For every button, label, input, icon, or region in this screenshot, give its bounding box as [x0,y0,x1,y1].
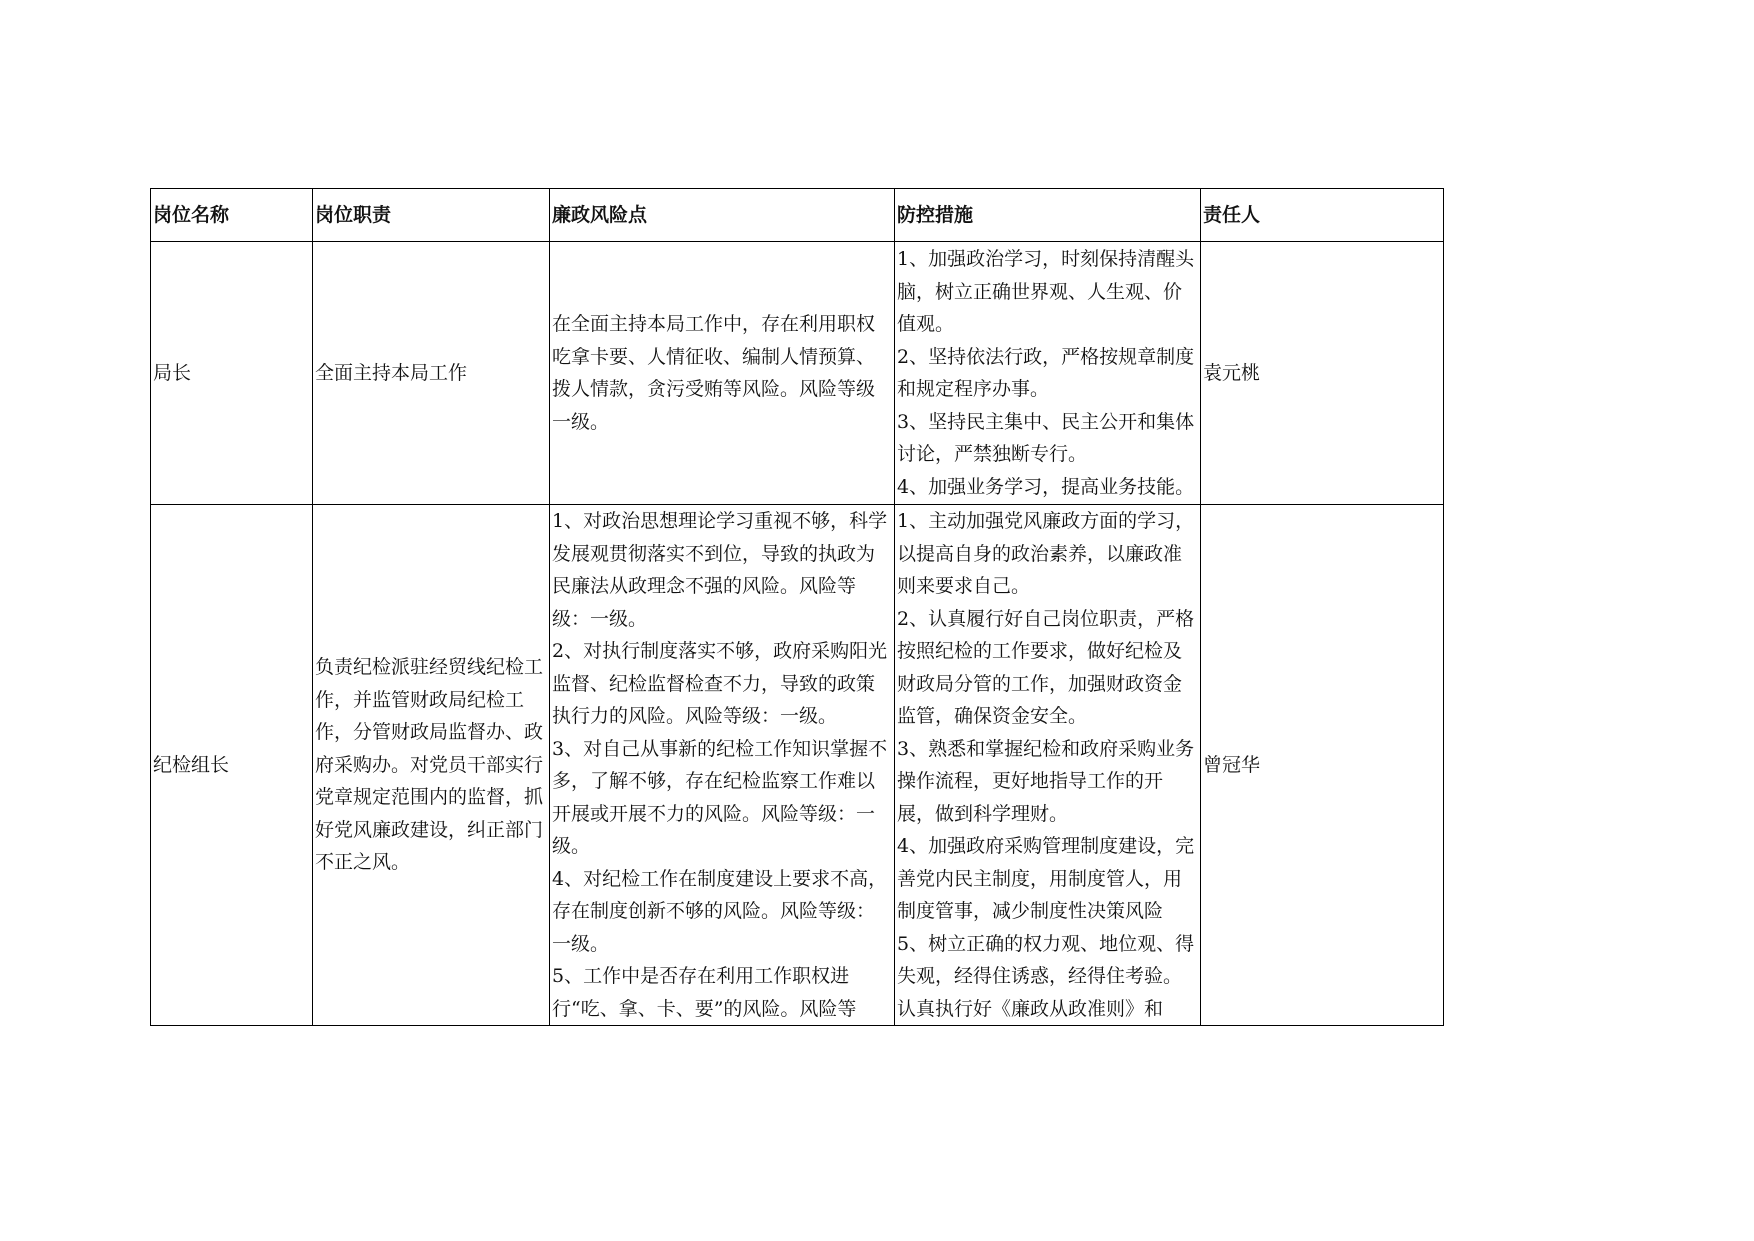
header-risk: 廉政风险点 [550,189,895,242]
risk-item: 1、对政治思想理论学习重视不够，科学发展观贯彻落实不到位，导致的执政为民廉法从政理念不强的风险。风险等级：一级。 [552,510,888,630]
measure-item: 5、树立正确的权力观、地位观、得失观，经得住诱惑，经得住考验。认真执行好《廉政从政准则》和 [897,932,1195,1020]
measure-item: 2、坚持依法行政，严格按规章制度和规定程序办事。 [897,345,1195,400]
header-position: 岗位名称 [151,189,313,242]
measure-item: 1、加强政治学习，时刻保持清醒头脑，树立正确世界观、人生观、价值观。 [897,248,1195,335]
duty-cell: 负责纪检派驻经贸线纪检工作，并监管财政局纪检工作，分管财政局监督办、政府采购办。对党员干部实行党章规定范围内的监督，抓好党风廉政建设，纠正部门不正之风。 [313,505,550,1026]
measure-item: 3、坚持民主集中、民主公开和集体讨论，严禁独断专行。 [897,410,1195,465]
header-duty: 岗位职责 [313,189,550,242]
measures-cell [895,505,1201,1026]
table-row [151,242,1444,505]
header-owner: 责任人 [1201,189,1444,242]
risk-item: 5、工作中是否存在利用工作职权进行“吃、拿、卡、要”的风险。风险等 [552,965,857,1020]
position-cell: 纪检组长 [151,505,313,1026]
measure-item: 3、熟悉和掌握纪检和政府采购业务操作流程，更好地指导工作的开展，做到科学理财。 [897,737,1195,825]
measures-cell [895,242,1201,505]
risk-cell: 在全面主持本局工作中，存在利用职权吃拿卡要、人情征收、编制人情预算、拨人情款，贪污受贿等风险。风险等级一级。 [550,242,895,505]
risk-item: 3、对自己从事新的纪检工作知识掌握不多，了解不够，存在纪检监察工作难以开展或开展不力的风险。风险等级：一级。 [552,737,888,857]
owner-cell: 曾冠华 [1201,505,1444,1026]
header-measures: 防控措施 [895,189,1201,242]
table-header-row [151,189,1444,242]
risk-item: 4、对纪检工作在制度建设上要求不高，存在制度创新不够的风险。风险等级：一级。 [552,867,888,955]
risk-cell [550,505,895,1026]
measure-item: 1、主动加强党风廉政方面的学习，以提高自身的政治素养，以廉政准则来要求自己。 [897,510,1195,597]
measure-item: 4、加强业务学习，提高业务技能。 [897,475,1195,498]
duty-cell: 全面主持本局工作 [313,242,550,505]
risk-control-table [150,188,1444,1026]
risk-item: 2、对执行制度落实不够，政府采购阳光监督、纪检监督检查不力，导致的政策执行力的风险。风险等级：一级。 [552,640,888,727]
measure-item: 2、认真履行好自己岗位职责，严格按照纪检的工作要求，做好纪检及财政局分管的工作，加强财政资金监管，确保资金安全。 [897,607,1195,727]
measure-item: 4、加强政府采购管理制度建设，完善党内民主制度，用制度管人，用制度管事，减少制度性决策风险 [897,835,1195,922]
owner-cell: 袁元桃 [1201,242,1444,505]
position-cell: 局长 [151,242,313,505]
table-row [151,505,1444,1026]
